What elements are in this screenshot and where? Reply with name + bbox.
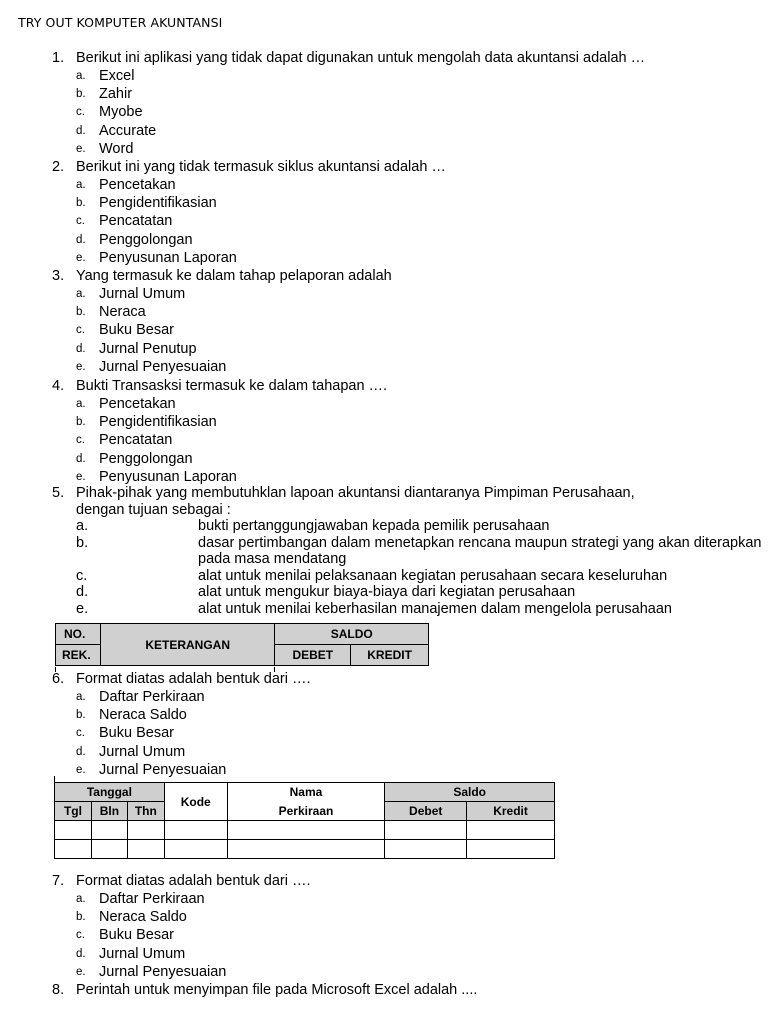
header-perkiraan: Perkiraan <box>227 802 385 821</box>
question-6 <box>0 670 768 779</box>
question-text: Format diatas adalah bentuk dari …. <box>76 873 311 889</box>
option-item[interactable]: c. Pencatatan <box>76 432 173 449</box>
header-kredit: KREDIT <box>351 645 429 666</box>
option-item[interactable]: a. Pencetakan <box>76 177 176 193</box>
option-item[interactable]: a. Jurnal Umum <box>76 286 186 302</box>
option-item[interactable]: a. Daftar Perkiraan <box>76 689 205 705</box>
question-7 <box>0 872 768 981</box>
question-5 <box>0 485 768 617</box>
option-item[interactable]: d. Penggolongan <box>76 231 193 248</box>
header-kredit: Kredit <box>467 802 555 821</box>
option-item[interactable]: c. alat untuk menilai pelaksanaan kegiatan perusahaan secara keseluruhan <box>76 567 668 584</box>
option-item[interactable]: d. alat untuk mengukur biaya-biaya dari kegiatan perusahaan <box>76 584 576 600</box>
question-number: 6. <box>52 671 65 687</box>
option-item[interactable]: e. Jurnal Penyesuaian <box>76 761 227 778</box>
question-text: Format diatas adalah bentuk dari …. <box>76 671 311 687</box>
header-tanggal: Tanggal <box>55 783 165 802</box>
question-1 <box>0 49 768 158</box>
journal-format-table <box>54 782 555 859</box>
question-text: Bukti Transasksi termasuk ke dalam tahapan …. <box>76 378 388 394</box>
option-item[interactable]: e. alat untuk menilai keberhasilan manajemen dalam mengelola perusahaan <box>76 600 672 617</box>
header-nama: Nama <box>227 783 385 802</box>
header-kode: Kode <box>164 783 227 821</box>
header-no: NO. <box>56 624 101 645</box>
header-tgl: Tgl <box>55 802 92 821</box>
question-4 <box>0 377 768 486</box>
saldo-format-table <box>55 623 429 666</box>
question-text: Berikut ini aplikasi yang tidak dapat digunakan untuk mengolah data akuntansi adalah … <box>76 50 646 66</box>
option-item[interactable]: d. Jurnal Penutup <box>76 340 197 357</box>
option-item[interactable]: c. Buku Besar <box>76 927 174 944</box>
question-number: 2. <box>52 159 65 175</box>
option-item[interactable]: a. Daftar Perkiraan <box>76 891 205 907</box>
option-item[interactable]: b. Neraca <box>76 304 146 321</box>
header-saldo: SALDO <box>275 624 429 645</box>
option-item[interactable]: b. Neraca Saldo <box>76 707 187 724</box>
question-8 <box>0 981 768 999</box>
question-text: Perintah untuk menyimpan file pada Microsoft Excel adalah .... <box>76 982 478 998</box>
question-number: 7. <box>52 873 65 889</box>
option-item[interactable]: d. Accurate <box>76 122 157 139</box>
question-number: 8. <box>52 982 65 998</box>
question-number: 1. <box>52 50 65 66</box>
option-item[interactable]: e. Penyusunan Laporan <box>76 468 237 485</box>
option-item[interactable]: e. Jurnal Penyesuaian <box>76 963 227 980</box>
question-number: 3. <box>52 268 65 284</box>
option-item[interactable]: b. dasar pertimbangan dalam menetapkan rencana maupun strategi yang akan diterapkan pada masa mendatang <box>76 534 762 567</box>
option-item[interactable]: c. Buku Besar <box>76 725 174 742</box>
header-keterangan: KETERANGAN <box>100 624 274 666</box>
header-rek: REK. <box>56 645 101 666</box>
option-item[interactable]: d. Penggolongan <box>76 450 193 467</box>
option-item[interactable]: b. Neraca Saldo <box>76 909 187 926</box>
option-item[interactable]: b. Zahir <box>76 86 133 103</box>
question-text: Berikut ini yang tidak termasuk siklus akuntansi adalah … <box>76 159 446 175</box>
header-bln: Bln <box>91 802 127 821</box>
header-thn: Thn <box>127 802 164 821</box>
option-item[interactable]: a. bukti pertanggungjawaban kepada pemilik perusahaan <box>76 518 550 534</box>
header-debet: Debet <box>385 802 467 821</box>
option-item[interactable]: d. Jurnal Umum <box>76 743 186 760</box>
table-row <box>55 821 555 840</box>
question-text: Yang termasuk ke dalam tahap pelaporan adalah <box>76 268 392 284</box>
option-item[interactable]: a. Pencetakan <box>76 396 176 412</box>
question-2 <box>0 158 768 267</box>
option-item[interactable]: c. Myobe <box>76 104 143 121</box>
header-saldo: Saldo <box>385 783 555 802</box>
table-row <box>55 840 555 859</box>
option-item[interactable]: a. Excel <box>76 68 135 84</box>
option-item[interactable]: c. Buku Besar <box>76 322 174 339</box>
option-item[interactable]: c. Pencatatan <box>76 213 173 230</box>
option-item[interactable]: e. Penyusunan Laporan <box>76 249 237 266</box>
option-item[interactable]: b. Pengidentifikasian <box>76 414 217 431</box>
question-number: 4. <box>52 378 65 394</box>
question-number: 5. <box>52 485 65 501</box>
option-item[interactable]: e. Word <box>76 140 134 157</box>
header-debet: DEBET <box>275 645 351 666</box>
page-title: TRY OUT KOMPUTER AKUNTANSI <box>18 15 223 30</box>
option-item[interactable]: d. Jurnal Umum <box>76 945 186 962</box>
option-item[interactable]: b. Pengidentifikasian <box>76 195 217 212</box>
question-text: Pihak-pihak yang membutuhklan lapoan akuntansi diantaranya Pimpiman Perusahaan, dengan tujuan sebagai : <box>76 485 635 518</box>
question-3 <box>0 267 768 376</box>
option-item[interactable]: e. Jurnal Penyesuaian <box>76 358 227 375</box>
